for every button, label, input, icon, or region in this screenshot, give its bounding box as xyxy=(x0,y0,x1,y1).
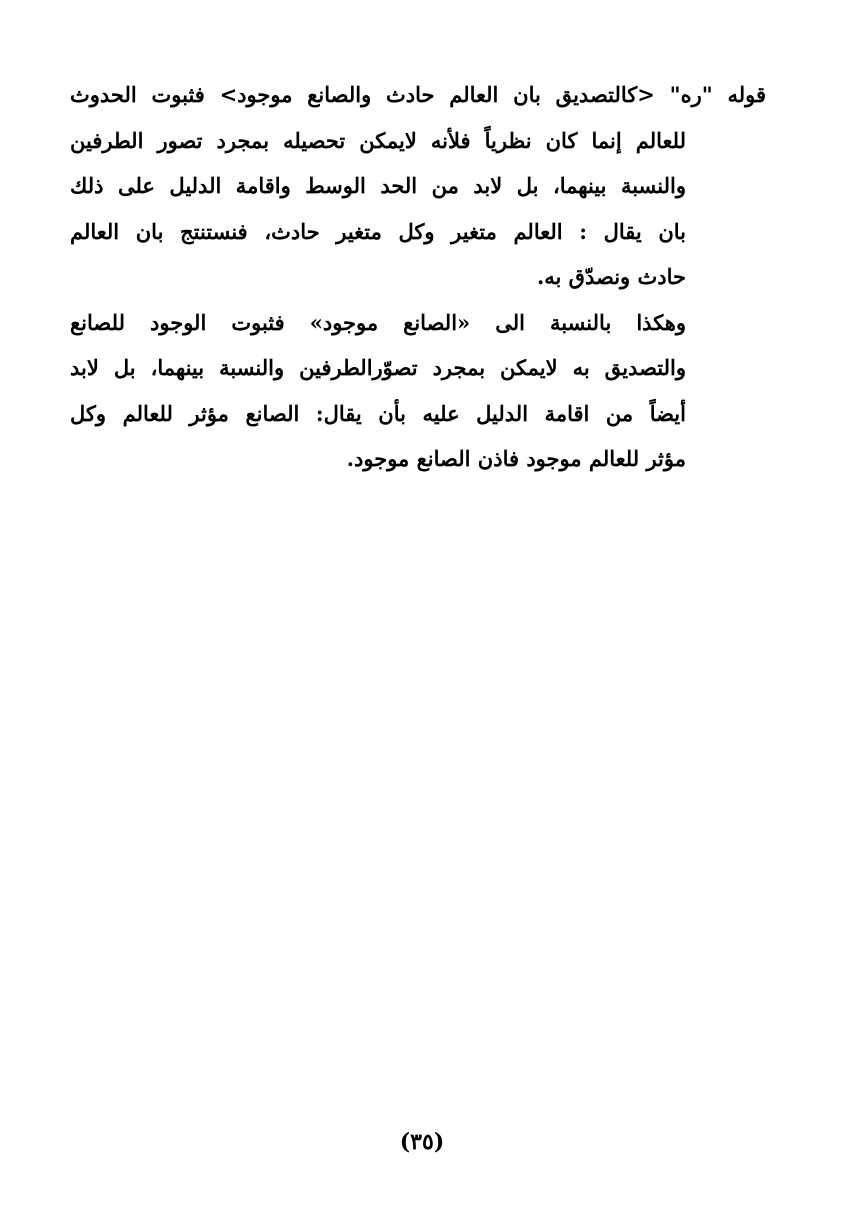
paragraph-2-line-3: أيضاً من اقامة الدليل عليه بأن يقال: الصانع مؤثر للعالم وكل xyxy=(70,400,686,426)
body-text xyxy=(70,72,766,482)
paragraph-1-line-5: حادث ونصدّق به. xyxy=(536,264,686,289)
paragraph-1-line-4: بان يقال : العالم متغير وكل متغير حادث، فنستنتج بان العالم xyxy=(70,218,686,244)
paragraph-1-line-3: والنسبة بينهما، بل لابد من الحد الوسط واقامة الدليل على ذلك xyxy=(70,173,686,198)
paragraph-2-line-2: والتصديق به لايمكن بمجرد تصوّرالطرفين والنسبة بينهما، بل لابد xyxy=(70,355,686,380)
paragraph-1-line-1: قوله "ره" <كالتصديق بان العالم حادث والصانع موجود> فثبوت الحدوث xyxy=(70,82,766,107)
paragraph-2-line-1: وهكذا بالنسبة الى «الصانع موجود» فثبوت الوجود للصانع xyxy=(70,309,686,335)
page-number: (٣٥) xyxy=(399,1129,445,1155)
paragraph-2-line-4: مؤثر للعالم موجود فاذن الصانع موجود. xyxy=(346,446,686,471)
paragraph-1-line-2: للعالم إنما كان نظرياً فلأنه لايمكن تحصيله بمجرد تصور الطرفين xyxy=(70,127,686,153)
